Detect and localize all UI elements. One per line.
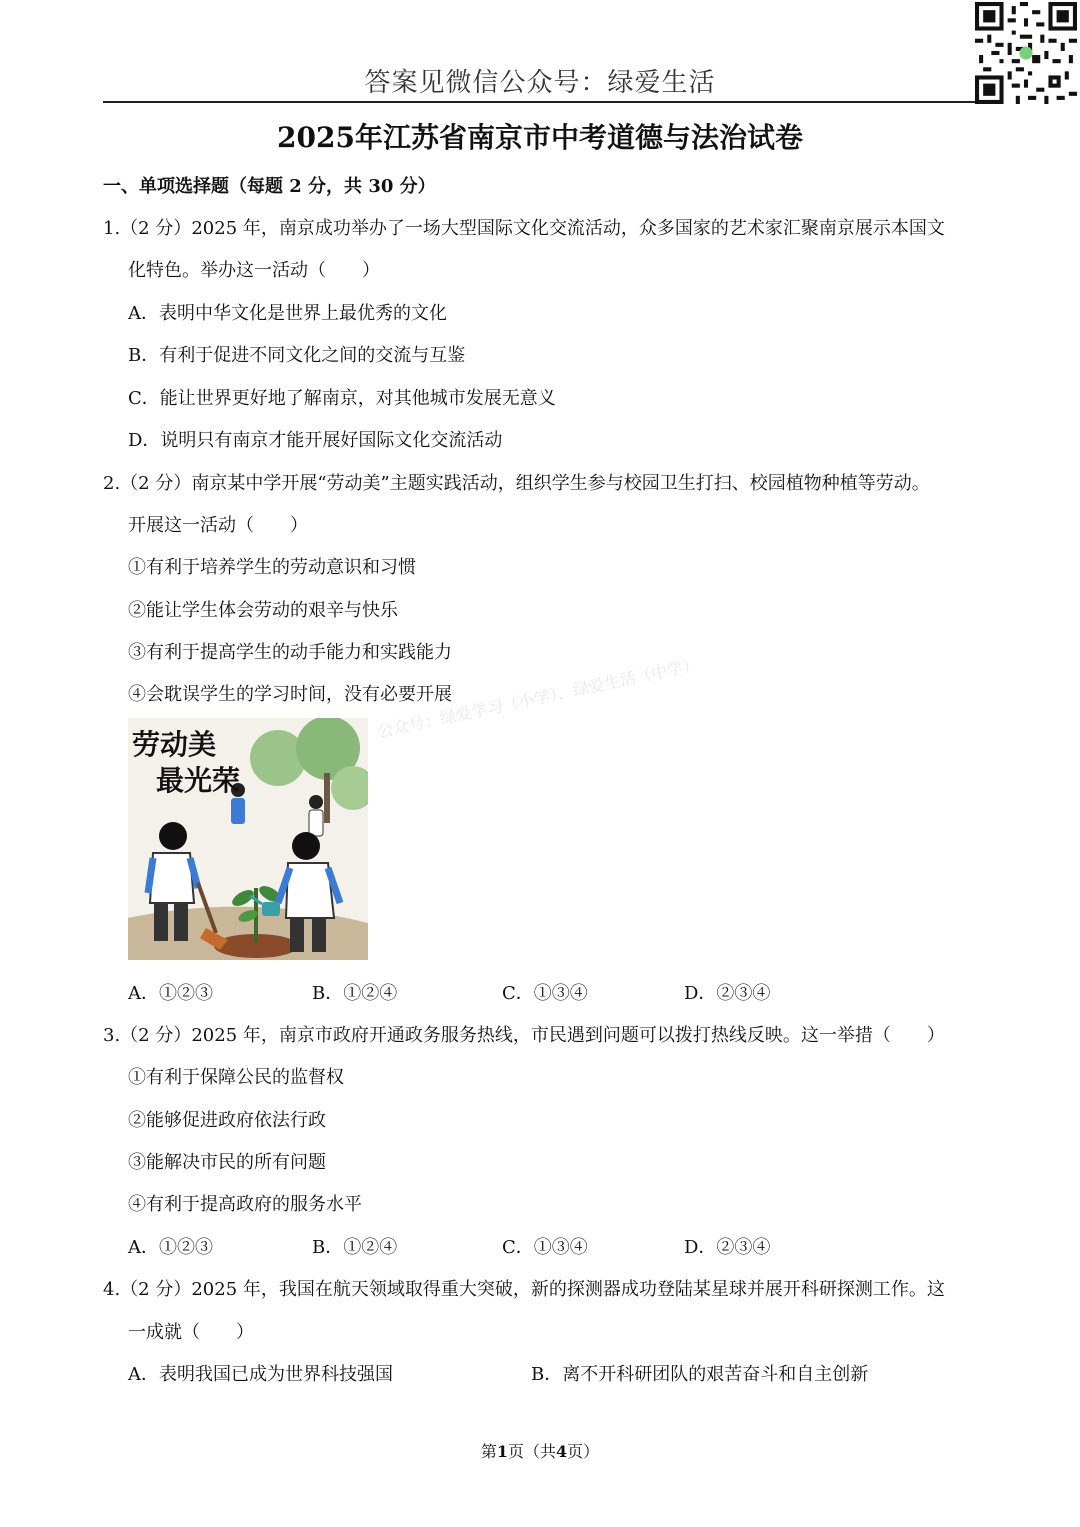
question-2-statement-2: ②能让学生体会劳动的艰辛与快乐 (128, 600, 398, 621)
question-4-option-a: A．表明我国已成为世界科技强国 (128, 1364, 393, 1385)
question-3-choice-d: D．②③④ (684, 1237, 771, 1258)
footer-prefix: 第 (480, 1442, 497, 1461)
source-banner: 答案见微信公众号：绿爱生活 (364, 68, 716, 98)
question-4-stem-line2: 一成就（ ） (128, 1322, 254, 1343)
footer-middle: 页（共 (507, 1442, 556, 1461)
question-4-stem-line1: 4.（2 分）2025 年，我国在航天领域取得重大突破，新的探测器成功登陆某星球并展开科研探测工作。这 (103, 1279, 945, 1300)
question-3-statement-1: ①有利于保障公民的监督权 (128, 1067, 344, 1088)
question-3-choice-a: A．①②③ (128, 1237, 213, 1258)
question-2-choice-a: A．①②③ (128, 983, 213, 1004)
header-rule (103, 101, 975, 103)
question-1-option-b: B．有利于促进不同文化之间的交流与互鉴 (128, 345, 466, 366)
question-3-choice-b: B．①②④ (312, 1237, 398, 1258)
question-2-stem-line1: 2.（2 分）南京某中学开展“劳动美”主题实践活动，组织学生参与校园卫生打扫、校园植物种植等劳动。 (103, 473, 930, 494)
page-footer (0, 1439, 1080, 1462)
question-1-stem-line1: 1.（2 分）2025 年，南京成功举办了一场大型国际文化交流活动，众多国家的艺术家汇聚南京展示本国文 (103, 218, 945, 239)
question-2-statement-4: ④会耽误学生的学习时间，没有必要开展 (128, 684, 452, 705)
question-2-choice-d: D．②③④ (684, 983, 771, 1004)
question-2-statement-3: ③有利于提高学生的动手能力和实践能力 (128, 642, 452, 663)
footer-page-number: 1 (496, 1442, 508, 1461)
question-2-choice-b: B．①②④ (312, 983, 398, 1004)
question-2-choice-c: C．①③④ (502, 983, 588, 1004)
question-3-statement-3: ③能解决市民的所有问题 (128, 1152, 326, 1173)
question-2-statement-1: ①有利于培养学生的劳动意识和习惯 (128, 557, 416, 578)
question-3-stem: 3.（2 分）2025 年，南京市政府开通政务服务热线，市民遇到问题可以拨打热线反映。这一举措（ ） (103, 1025, 945, 1046)
footer-suffix: 页） (567, 1442, 600, 1461)
labor-poster-illustration (128, 718, 368, 960)
question-3-choice-c: C．①③④ (502, 1237, 588, 1258)
question-1-stem-line2: 化特色。举办这一活动（ ） (128, 260, 380, 281)
question-1-option-a: A．表明中华文化是世界上最优秀的文化 (128, 303, 447, 324)
question-2-stem-line2: 开展这一活动（ ） (128, 515, 308, 536)
watermark-text: 公众号：绿爱学习（小学），绿爱生活（中学） (375, 654, 701, 742)
footer-total-pages: 4 (556, 1442, 568, 1461)
question-1-option-c: C．能让世界更好地了解南京，对其他城市发展无意义 (128, 388, 556, 409)
question-3-statement-2: ②能够促进政府依法行政 (128, 1110, 326, 1131)
section-heading: 一、单项选择题（每题 2 分，共 30 分） (103, 176, 436, 197)
question-4-option-b: B．离不开科研团队的艰苦奋斗和自主创新 (531, 1364, 869, 1385)
question-3-statement-4: ④有利于提高政府的服务水平 (128, 1194, 362, 1215)
poster-text-line1: 劳动美 (132, 728, 217, 761)
poster-text-line2: 最光荣 (156, 764, 241, 797)
question-1-option-d: D．说明只有南京才能开展好国际文化交流活动 (128, 430, 503, 451)
exam-title: 2025年江苏省南京市中考道德与法治试卷 (277, 121, 803, 154)
